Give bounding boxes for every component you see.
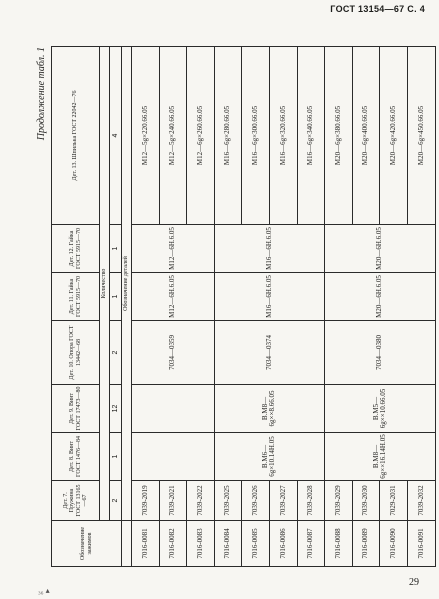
det13-stud-cell: M16—6g×300.66.05 (242, 47, 270, 225)
designation-spacer (122, 521, 132, 567)
quantity-det8: 1 (110, 433, 122, 481)
header-det11: Дет. 11. Гайка ГОСТ 5915—70 (52, 273, 100, 321)
table-row (132, 47, 160, 567)
det7-spring-cell: 7039-2022 (187, 481, 215, 521)
clamp-id-cell: 7016-0083 (187, 521, 215, 567)
designation-label: Обозначение деталей (122, 47, 132, 521)
header-det7: Дет. 7. Пружина ГОСТ 13165—67 (52, 481, 100, 521)
clamp-id-cell: 7016-0088 (325, 521, 353, 567)
clamp-id-cell: 7016-0091 (407, 521, 435, 567)
quantity-det7: 2 (110, 481, 122, 521)
quantity-det10: 2 (110, 321, 122, 385)
det13-stud-cell: M12—5g×220.66.05 (132, 47, 160, 225)
clamp-id-cell: 7016-0082 (159, 521, 187, 567)
d11-cell: M16—6H.6.05 (214, 273, 324, 321)
det7-spring-cell: 7039-2029 (325, 481, 353, 521)
clamp-id-cell: 7016-0085 (242, 521, 270, 567)
d9-cell: B.M5—6g××10.66.05 (325, 385, 435, 433)
det7-spring-cell: 7039-2019 (132, 481, 160, 521)
quantity-det12: 1 (110, 225, 122, 273)
d12-cell: M16—6H.6.05 (214, 225, 324, 273)
header-det8: Дет. 8. Винт ГОСТ 1476—84 (52, 433, 100, 481)
table-row (214, 47, 242, 567)
d11-cell: M20—6H.6.05 (325, 273, 435, 321)
d8-cell: B.M6—6g×10.14H.05 (214, 433, 324, 481)
page-number: 29 (409, 577, 419, 588)
clamp-id-cell: 7016-0081 (132, 521, 160, 567)
det13-stud-cell: M12—6g×260.66.05 (187, 47, 215, 225)
quantity-det11: 1 (110, 273, 122, 321)
corner-mark: ₃₆ ▴ (38, 586, 50, 595)
table-body (132, 47, 436, 567)
d12-cell: M12—6H.6.05 (132, 225, 215, 273)
det7-spring-cell: 7039-2032 (407, 481, 435, 521)
d12-cell: M20—6H.6.05 (325, 225, 435, 273)
d8-cell (132, 433, 215, 481)
parts-table (51, 46, 436, 567)
clamp-designation-header: Обозначение зажимов (52, 521, 122, 567)
rotated-table-area (36, 47, 435, 567)
clamp-id-cell: 7016-0089 (352, 521, 380, 567)
det13-stud-cell: M12—5g×240.66.05 (159, 47, 187, 225)
d10-cell: 7034—0359 (132, 321, 215, 385)
det13-stud-cell: M16—6g×320.66.05 (269, 47, 297, 225)
quantity-det13: 4 (110, 47, 122, 225)
header-det13: Дет. 13. Шпилька ГОСТ 22042—76 (52, 47, 100, 225)
det13-stud-cell: M16—6g×340.66.05 (297, 47, 325, 225)
clamp-id-cell: 7016-0084 (214, 521, 242, 567)
page-header: ГОСТ 13154—67 С. 4 (330, 4, 425, 14)
det7-spring-cell: 7039-2026 (242, 481, 270, 521)
continuation-label: Продолжение табл. 1 (36, 47, 47, 141)
header-det10: Дет. 10. Опора ГОСТ 13442—68 (52, 321, 100, 385)
det13-stud-cell: M20—6g×450.66.05 (407, 47, 435, 225)
d9-cell (132, 385, 215, 433)
det7-spring-cell: 7039-2025 (214, 481, 242, 521)
det13-stud-cell: M20—6g×400.66.05 (352, 47, 380, 225)
table-row (325, 47, 353, 567)
det7-spring-cell: 7029-2031 (380, 481, 408, 521)
header-det9: Дет. 9. Винт ГОСТ 17473—80 (52, 385, 100, 433)
d11-cell: M12—6H.6.05 (132, 273, 215, 321)
header-det12: Дет. 12. Гайка ГОСТ 5915—70 (52, 225, 100, 273)
clamp-id-cell: 7016-0087 (297, 521, 325, 567)
det13-stud-cell: M20—6g×420.66.05 (380, 47, 408, 225)
d8-cell: B.M8—6g××16.14H.05 (325, 433, 435, 481)
quantity-det9: 12 (110, 385, 122, 433)
d9-cell: B.M8—6g××8.66.05 (214, 385, 324, 433)
det13-stud-cell: M16—6g×280.66.05 (214, 47, 242, 225)
quantity-label: Количество (100, 47, 110, 521)
clamp-id-cell: 7016-0090 (380, 521, 408, 567)
det7-spring-cell: 7039-2021 (159, 481, 187, 521)
d10-cell: 7034—0380 (325, 321, 435, 385)
clamp-id-cell: 7016-0086 (269, 521, 297, 567)
d10-cell: 7034—0374 (214, 321, 324, 385)
det7-spring-cell: 7039-2028 (297, 481, 325, 521)
det13-stud-cell: M20—6g×380.66.05 (325, 47, 353, 225)
det7-spring-cell: 7039-2027 (269, 481, 297, 521)
det7-spring-cell: 7039-2030 (352, 481, 380, 521)
